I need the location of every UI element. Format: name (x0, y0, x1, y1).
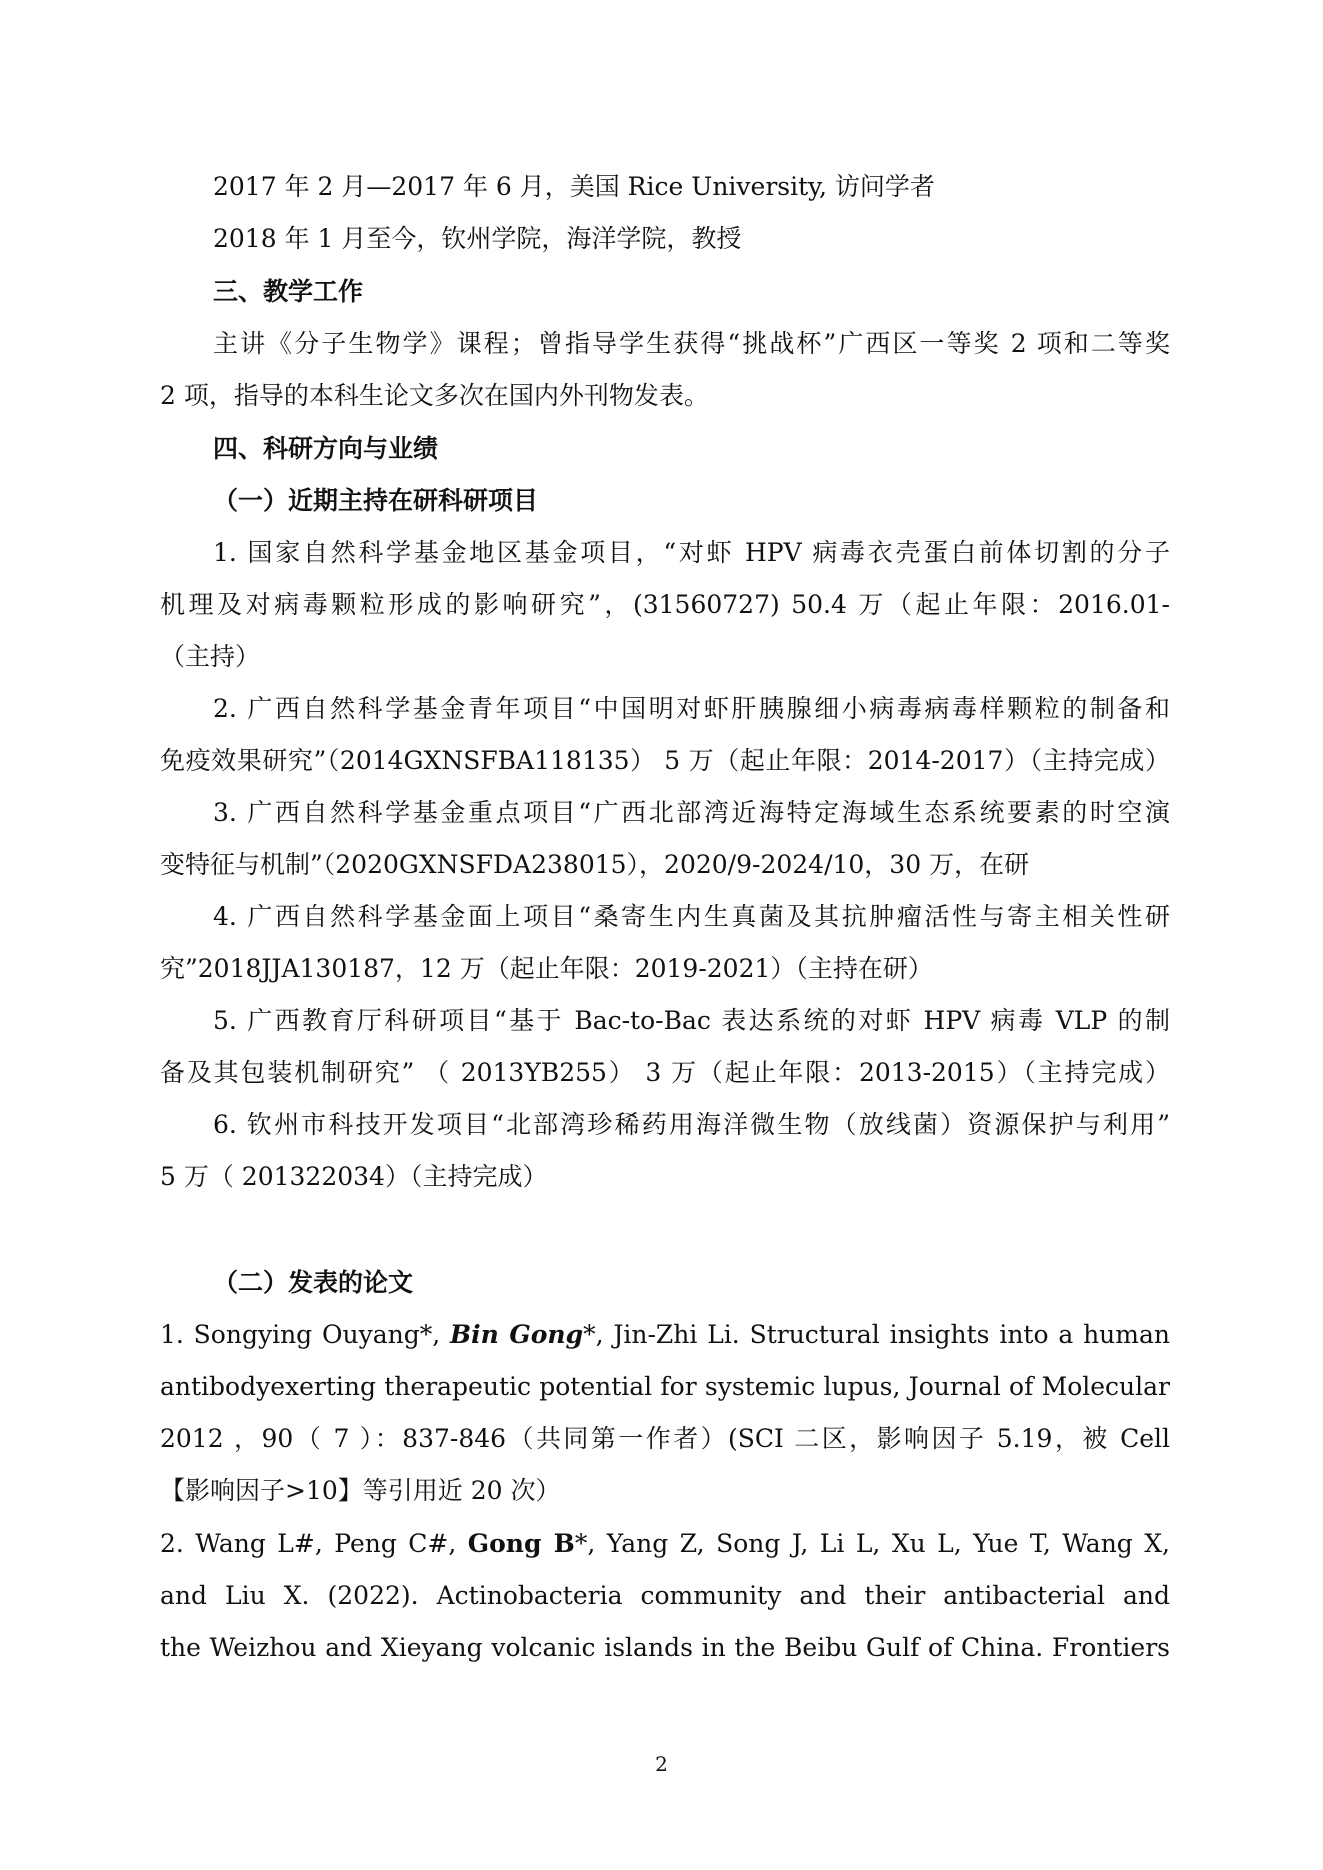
project-line: 5 万（ 201322034）（主持完成） (160, 1162, 548, 1191)
project-line: 究”2018JJA130187，12 万（起止年限：2019-2021）（主持在研） (160, 954, 933, 983)
project-line: 5. 广西教育厅科研项目“基于 Bac-to-Bac 表达系统的对虾 HPV 病毒 VLP 的制 (213, 1006, 1170, 1035)
project-line: 变特征与机制”（2020GXNSFDA238015），2020/9-2024/10，30 万，在研 (160, 850, 1030, 879)
paper-line (160, 1318, 1170, 1352)
project-line: 1. 国家自然科学基金地区基金项目，“对虾 HPV 病毒衣壳蛋白前体切割的分子 (213, 538, 1170, 567)
project-line: 6. 钦州市科技开发项目“北部湾珍稀药用海洋微生物（放线菌）资源保护与利用” (213, 1110, 1170, 1139)
paper-line: the Weizhou and Xieyang volcanic islands in the Beibu Gulf of China. Frontiers (160, 1633, 1170, 1662)
subsection-heading-projects: （一）近期主持在研科研项目 (213, 486, 539, 515)
project-line: 3. 广西自然科学基金重点项目“广西北部湾近海特定海域生态系统要素的时空演 (213, 798, 1170, 827)
paper-text: 1. Songying Ouyang*, (160, 1320, 450, 1349)
paper-text: 2. Wang L#, Peng C#, (160, 1529, 468, 1558)
subsection-heading-papers: （二）发表的论文 (213, 1268, 414, 1297)
paper-line (160, 1527, 1170, 1561)
highlighted-author: Bin Gong (450, 1320, 584, 1349)
teaching-line-2: 2 项，指导的本科生论文多次在国内外刊物发表。 (160, 381, 709, 410)
paper-line: antibodyexerting therapeutic potential for systemic lupus, Journal of Molecular (160, 1372, 1170, 1401)
paper-line: 2012 ，90（ 7 ）：837-846（共同第一作者）(SCI 二区，影响因子 5.19，被 Cell (160, 1424, 1170, 1453)
teaching-line-1: 主讲《分子生物学》课程；曾指导学生获得“挑战杯”广西区一等奖 2 项和二等奖 (213, 329, 1170, 358)
page-number: 2 (655, 1752, 668, 1776)
section-heading-teaching: 三、教学工作 (213, 277, 364, 306)
project-line: 4. 广西自然科学基金面上项目“桑寄生内生真菌及其抗肿瘤活性与寄主相关性研 (213, 902, 1170, 931)
project-line: 2. 广西自然科学基金青年项目“中国明对虾肝胰腺细小病毒病毒样颗粒的制备和 (213, 694, 1170, 723)
section-heading-research: 四、科研方向与业绩 (213, 434, 439, 463)
paper-text: *, Jin-Zhi Li. Structural insights into a human (583, 1320, 1170, 1349)
project-line: 机理及对病毒颗粒形成的影响研究”，(31560727) 50.4 万（起止年限：2016.01- (160, 590, 1170, 619)
paper-text: *, Yang Z, Song J, Li L, Xu L, Yue T, Wang X, (574, 1529, 1170, 1558)
project-line: 免疫效果研究”（2014GXNSFBA118135） 5 万（起止年限：2014-2017）（主持完成） (160, 746, 1170, 775)
highlighted-author: Gong B (467, 1529, 575, 1558)
project-line: 备及其包装机制研究” （ 2013YB255） 3 万（起止年限：2013-2015）（主持完成） (160, 1058, 1170, 1087)
project-line: （主持） (160, 642, 261, 671)
career-line-2: 2018 年 1 月至今，钦州学院，海洋学院，教授 (213, 224, 742, 253)
career-line-1: 2017 年 2 月—2017 年 6 月，美国 Rice University, 访问学者 (213, 172, 935, 201)
paper-line: 【影响因子>10】等引用近 20 次） (160, 1476, 561, 1505)
paper-line: and Liu X. (2022). Actinobacteria community and their antibacterial and (160, 1581, 1170, 1610)
